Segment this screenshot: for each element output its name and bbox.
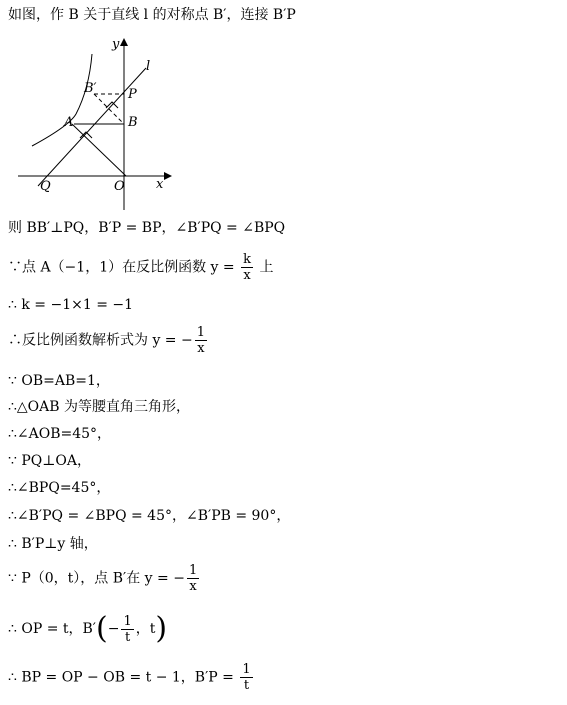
line-14-text: ∴ BP = OP − OB = t − 1，B′P =	[8, 669, 239, 686]
fraction-denominator: x	[243, 268, 251, 283]
label-b1: B′	[84, 81, 97, 96]
line-4	[8, 325, 209, 356]
line-7: ∴∠AOB=45°，	[8, 426, 112, 442]
fraction-1-over-t-2	[240, 662, 252, 693]
line-4-text: ∴反比例函数解析式为 y = −	[8, 332, 193, 349]
line-1: 则 BB′⊥PQ，B′P = BP，∠B′PQ = ∠BPQ	[8, 220, 286, 236]
fraction-numerator: 1	[242, 662, 251, 677]
fraction-numerator: 1	[196, 325, 206, 340]
fraction-denominator: x	[197, 341, 205, 356]
line-10: ∴∠B′PQ = ∠BPQ = 45°，∠B′PB = 90°，	[8, 508, 291, 524]
fraction-1-over-x-2	[187, 563, 199, 594]
line-oa	[72, 124, 126, 176]
fraction-denominator: t	[243, 678, 250, 693]
hyperbola-curve	[32, 54, 92, 146]
minus-sign: −	[107, 621, 120, 637]
line-5: ∵ OB=AB=1，	[8, 373, 110, 389]
line-2-text: ∵点 A（−1，1）在反比例函数 y =	[8, 259, 240, 276]
line-8: ∵ PQ⊥OA，	[8, 453, 92, 469]
line-13	[8, 612, 167, 646]
fraction-numerator: k	[243, 252, 251, 267]
line-intro: 如图，作 B 关于直线 l 的对称点 B′，连接 B′P	[8, 7, 296, 23]
line-12	[8, 563, 201, 594]
label-l: l	[146, 59, 151, 74]
fraction-denominator: x	[189, 579, 197, 594]
line-14	[8, 662, 255, 693]
line-13-text: ∴ OP = t，B′	[8, 621, 96, 637]
fraction-numerator: 1	[188, 563, 198, 578]
line-2	[8, 252, 273, 283]
coordinate-t: ，t	[135, 621, 156, 637]
label-p: P	[128, 87, 137, 102]
line-12-text: ∵ P（0，t），点 B′在 y = −	[8, 570, 185, 587]
label-o: O	[114, 179, 125, 194]
fraction-1-over-t	[121, 614, 133, 645]
fraction-1-over-x	[195, 325, 207, 356]
label-b: B	[128, 115, 138, 130]
left-paren: (	[95, 611, 108, 646]
x-axis-arrow	[164, 172, 172, 180]
label-x: x	[156, 177, 164, 192]
line-6: ∴△OAB 为等腰直角三角形，	[8, 399, 190, 415]
geometry-figure	[14, 34, 174, 214]
label-q: Q	[40, 179, 51, 194]
y-axis-arrow	[120, 38, 128, 46]
line-9: ∴∠BPQ=45°，	[8, 480, 111, 496]
line-2-tail: 上	[255, 259, 274, 276]
fraction-numerator: 1	[123, 613, 132, 629]
label-a: A	[64, 115, 74, 130]
fraction-denominator: t	[124, 629, 131, 645]
line-3: ∴ k = −1×1 = −1	[8, 297, 134, 313]
line-11: ∴ B′P⊥y 轴，	[8, 536, 98, 552]
label-y: y	[112, 37, 120, 52]
fraction-k-over-x	[241, 252, 253, 283]
right-paren: )	[155, 611, 168, 646]
